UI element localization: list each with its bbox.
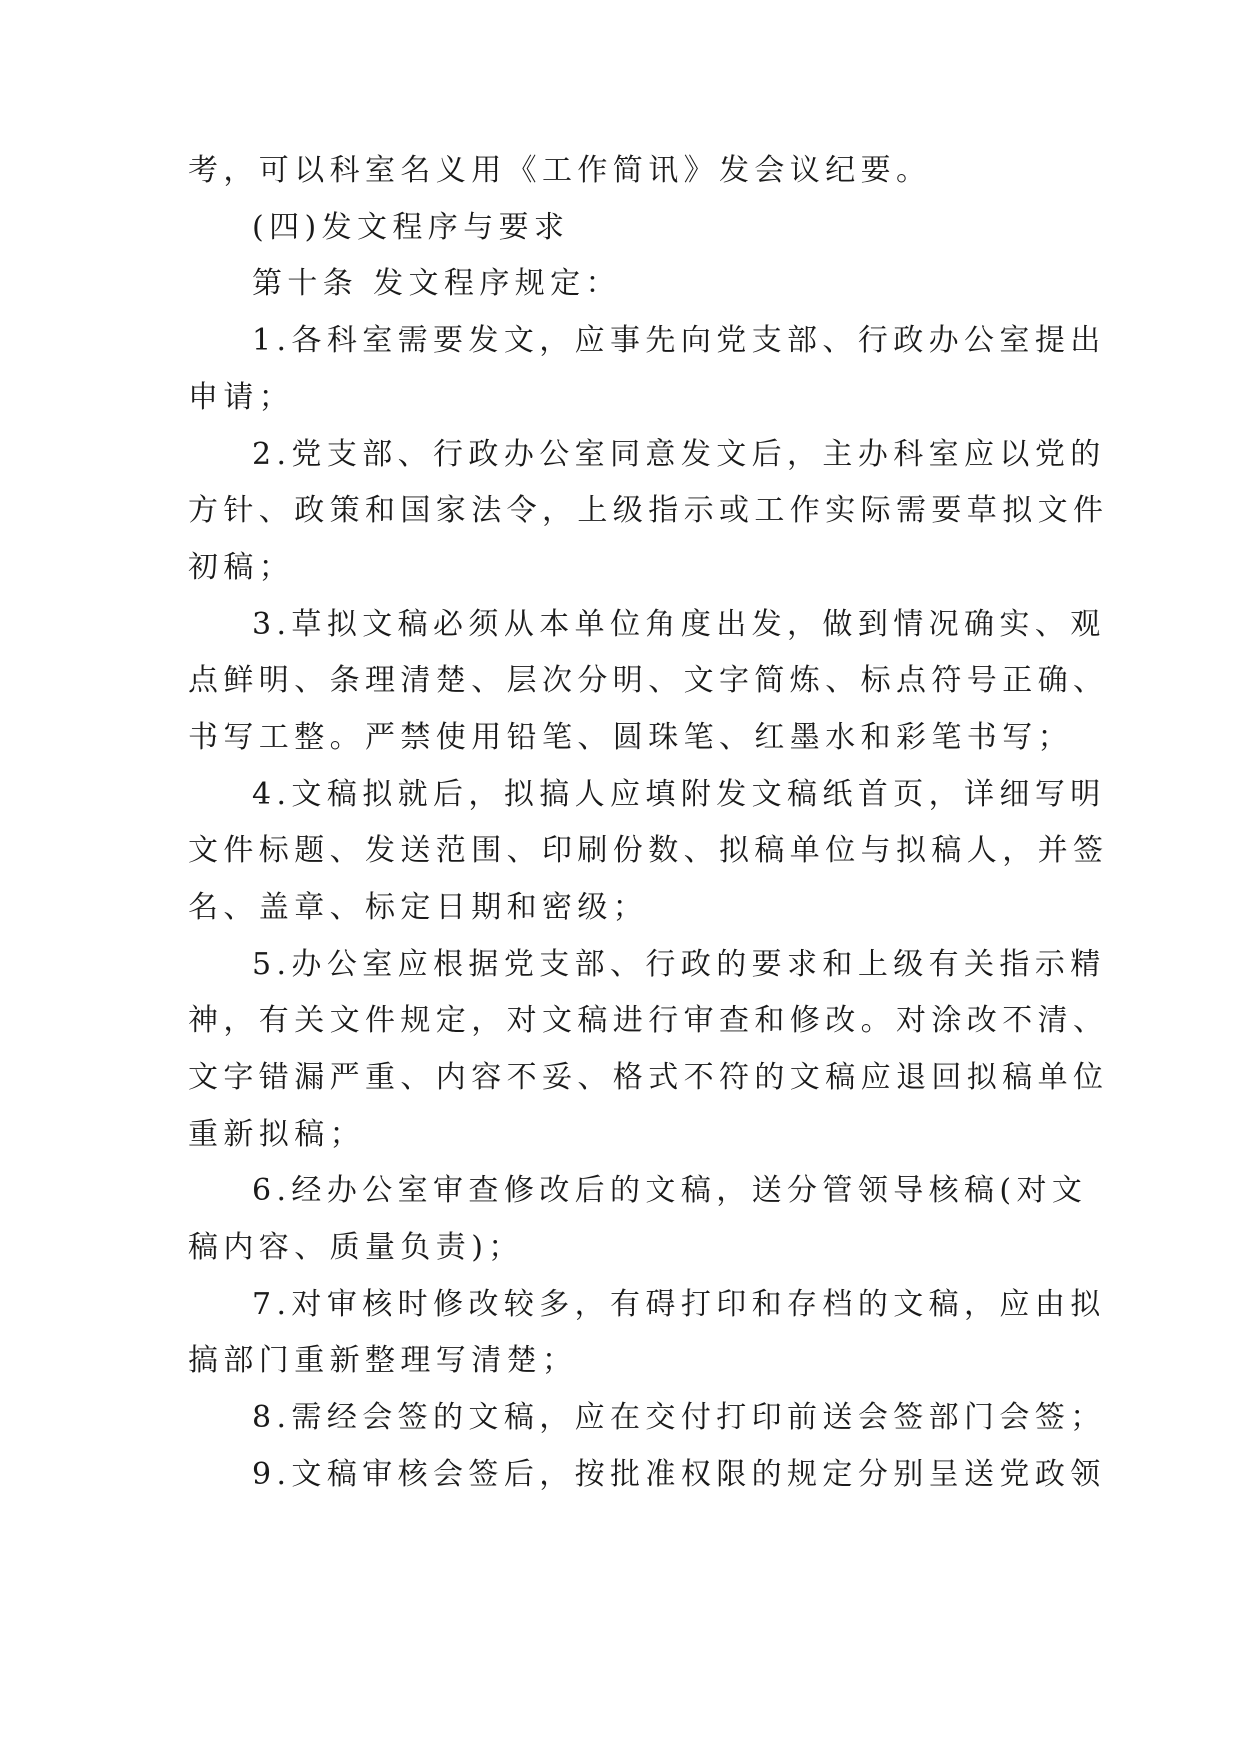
item-5-line-1: 5.办公室应根据党支部、行政的要求和上级有关指示精	[252, 947, 1106, 982]
item-2-line-2: 方针、政策和国家法令，上级指示或工作实际需要草拟文件	[188, 493, 1109, 528]
item-4-line-3: 名、盖章、标定日期和密级；	[188, 890, 649, 925]
item-7-line-1: 7.对审核时修改较多，有碍打印和存档的文稿，应由拟	[252, 1287, 1106, 1322]
item-2-line-1: 2.党支部、行政办公室同意发文后，主办科室应以党的	[252, 437, 1106, 472]
item-1-line-2: 申请；	[188, 380, 295, 415]
text-line-1: 考，可以科室名义用《工作简讯》发会议纪要。	[188, 153, 932, 188]
item-5-line-4: 重新拟稿；	[188, 1117, 365, 1152]
item-7-line-2: 搞部门重新整理写清楚；	[188, 1343, 578, 1378]
item-6-line-2: 稿内容、质量负责)；	[188, 1230, 524, 1265]
item-9-line-1: 9.文稿审核会签后，按批准权限的规定分别呈送党政领	[252, 1457, 1106, 1492]
item-4-line-2: 文件标题、发送范围、印刷份数、拟稿单位与拟稿人，并签	[188, 833, 1109, 868]
item-3-line-3: 书写工整。严禁使用铅笔、圆珠笔、红墨水和彩笔书写；	[188, 720, 1073, 755]
item-1-line-1: 1.各科室需要发文，应事先向党支部、行政办公室提出	[252, 323, 1106, 358]
item-5-line-3: 文字错漏严重、内容不妥、格式不符的文稿应退回拟稿单位	[188, 1060, 1109, 1095]
item-2-line-3: 初稿；	[188, 550, 295, 585]
item-4-line-1: 4.文稿拟就后，拟搞人应填附发文稿纸首页，详细写明	[252, 777, 1106, 812]
item-6-line-1: 6.经办公室审查修改后的文稿，送分管领导核稿(对文	[252, 1173, 1088, 1208]
item-3-line-1: 3.草拟文稿必须从本单位角度出发，做到情况确实、观	[252, 607, 1106, 642]
article-heading: 第十条 发文程序规定：	[252, 266, 621, 301]
item-5-line-2: 神，有关文件规定，对文稿进行审查和修改。对涂改不清、	[188, 1003, 1109, 1038]
section-heading: (四)发文程序与要求	[252, 210, 570, 245]
item-3-line-2: 点鲜明、条理清楚、层次分明、文字简炼、标点符号正确、	[188, 663, 1109, 698]
item-8-line-1: 8.需经会签的文稿，应在交付打印前送会签部门会签；	[252, 1400, 1106, 1435]
